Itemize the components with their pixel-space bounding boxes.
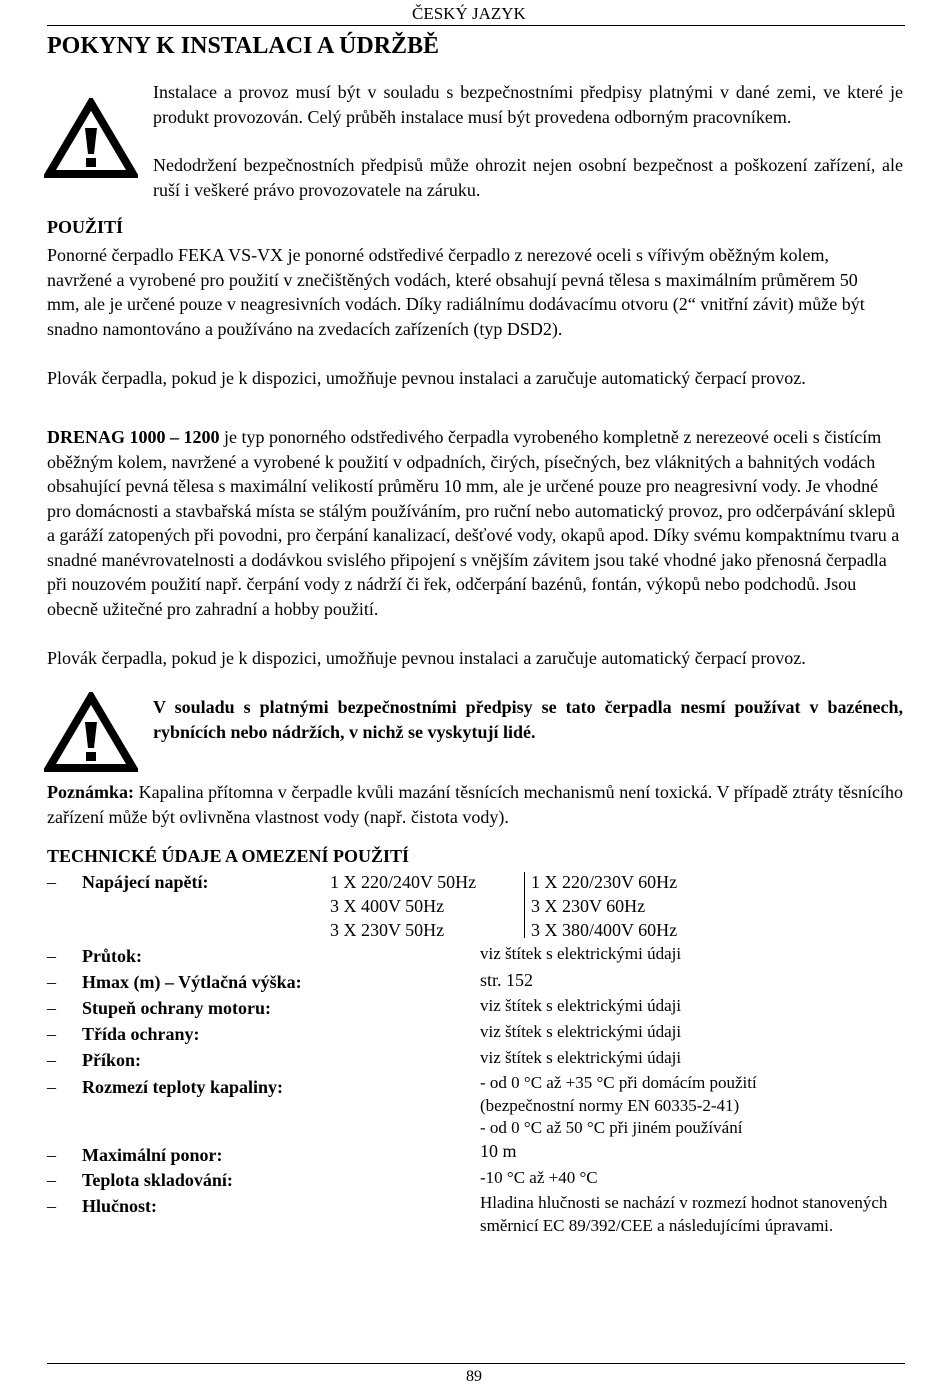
spec-label: Maximální ponor: [82,1145,223,1165]
spec-value: str. 152 [480,970,534,990]
temp-line: (bezpečnostní normy EN 60335-2-41) [480,1095,740,1115]
safety-paragraph-1: Instalace a provoz musí být v souladu s bezpečnostními předpisy platnými v dané zemi, ve které je produkt provozován. Celý průběh instalace musí být provedena odborným pracovníkem. [153,82,903,127]
voltage-60hz-item: 3 X 380/400V 60Hz [531,920,678,940]
spec-row-max-depth [47,1141,907,1169]
warning-triangle-icon [44,98,138,178]
dash: – [47,946,56,966]
spec-label: Průtok: [82,946,142,966]
liquid-temp-values [480,1072,757,1140]
use-paragraph-2: Plovák čerpadla, pokud je k dispozici, umožňuje pevnou instalaci a zaručuje automatický čerpací provoz. [47,368,806,388]
voltage-60hz-item: 1 X 220/230V 60Hz [531,872,678,892]
spec-label: Třída ochrany: [82,1024,200,1044]
spec-row-liquid-temp [47,1077,907,1101]
spec-label: Hmax (m) – Výtlačná výška: [82,972,302,992]
drenag-description: je typ ponorného odstředivého čerpadla vyrobeného kompletně z nerezeové oceli s čistícím oběžným kolem, navržené a vyrobené k použití v odpadních, čirých, písečných, bez vláknitých a bahnitých vodách obsahující pevná tělesa s maximální velikostí průměru 10 mm, ale je určené pouze pro neagresivní vody. Je vhodné pro domácnosti a stavbařská místa se stálým používáním, pro ruční nebo automatický provoz, pro odčerpávání sklepů a garáží zatopených při povodni, pro čerpání kanalizací, dešťové vody, okapů apod. Díky svému kompaktnímu tvaru a snadné manévrovatelnosti a dodávkou svislého připojení s vnějším závitem jsou také vhodné jako přenosná čerpadla při nouzovém použití např. čerpání vody z nádrží či řek, odčerpání bazénů, fontán, výkopů nebo podchodů. Jsou obecně užitečné pro zahradní a hobby použití. [47,427,900,619]
warning-triangle-icon-2 [44,692,138,772]
spec-row-motor-protection [47,998,907,1022]
header-rule [47,25,905,26]
use-heading: POUŽITÍ [47,217,124,237]
dash: – [47,1050,56,1070]
voltage-50hz-item: 3 X 400V 50Hz [330,896,445,916]
dash: – [47,998,56,1018]
dash: – [47,972,56,992]
temp-line: - od 0 °C až +35 °C při domácím použití [480,1073,757,1092]
pool-warning: V souladu s platnými bezpečnostními předpisy se tato čerpadla nesmí používat v bazénech, rybnících nebo nádržích, v nichž se vyskytují lidé. [153,697,903,742]
spec-value: viz štítek s elektrickými údaji [480,1048,682,1067]
spec-row-voltage [47,872,907,896]
spec-label: Rozmezí teploty kapaliny: [82,1077,283,1097]
use-paragraph-1: Ponorné čerpadlo FEKA VS-VX je ponorné odstředivé čerpadlo z nerezové oceli s vířivým oběžným kolem, navržené a vyrobené pro použití v znečištěných vodách, které obsahují pevná tělesa s maximálním průměrem 50 mm, ale je určené pouze v neagresivních vodách. Díky radiálnímu dodávacímu otvoru (2“ vnitřní závit) může být snadno namontováno a používáno na zvedacích zařízeních (typ DSD2). [47,245,865,339]
note-text: Kapalina přítomna v čerpadle kvůli mazání těsnících mechanismů není toxická. V případě ztráty těsnícího zařízení může být ovlivněna vlastnost vody (např. čistota vody). [47,782,903,827]
voltage-50hz-item: 1 X 220/240V 50Hz [330,872,477,892]
spec-value: viz štítek s elektrickými údaji [480,944,682,963]
note-paragraph [47,780,903,829]
dash: – [47,1077,56,1097]
spec-value: viz štítek s elektrickými údaji [480,996,682,1015]
spec-row-flow [47,946,907,970]
tech-heading: TECHNICKÉ ÚDAJE A OMEZENÍ POUŽITÍ [47,846,410,866]
dash: – [47,1145,56,1165]
dash: – [47,1196,56,1216]
spec-row-power [47,1050,907,1074]
dash: – [47,1024,56,1044]
language-label: ČESKÝ JAZYK [412,4,526,23]
use-paragraph-3: Plovák čerpadla, pokud je k dispozici, umožňuje pevnou instalaci a zaručuje automatický čerpací provoz. [47,648,806,668]
spec-label: Teplota skladování: [82,1170,233,1190]
voltage-50hz-item: 3 X 230V 50Hz [330,920,445,940]
spec-row-storage-temp [47,1170,907,1194]
page-title: POKYNY K INSTALACI A ÚDRŽBĚ [47,33,440,59]
spec-row-protection-class [47,1024,907,1048]
spec-label: Stupeň ochrany motoru: [82,998,272,1018]
voltage-separator [524,872,525,938]
spec-value: -10 °C až +40 °C [480,1168,598,1187]
voltage-60hz-item: 3 X 230V 60Hz [531,896,646,916]
note-label: Poznámka: [47,782,134,802]
spec-value: viz štítek s elektrickými údaji [480,1022,682,1041]
drenag-paragraph [47,425,905,621]
drenag-model: DRENAG 1000 – 1200 [47,427,220,447]
spec-label: Hlučnost: [82,1196,158,1216]
voltage-50hz-list [330,870,476,942]
dash: – [47,872,56,892]
temp-line: - od 0 °C až 50 °C při jiném používání [480,1118,743,1137]
spec-value: 10 m [480,1141,517,1161]
page-number: 89 [466,1368,482,1385]
noise-value: Hladina hlučnosti se nachází v rozmezí hodnot stanovených směrnicí EC 89/392/CEE a následujícími úpravami. [480,1193,888,1235]
voltage-60hz-list [531,870,677,942]
safety-paragraph-2: Nedodržení bezpečnostních předpisů může ohrozit nejen osobní bezpečnost a poškození zařízení, ale ruší i veškeré právo provozovatele na záruku. [153,155,903,200]
spec-label: Příkon: [82,1050,142,1070]
dash: – [47,1170,56,1190]
spec-row-head [47,972,907,996]
footer-rule [47,1363,905,1364]
voltage-label: Napájecí napětí: [82,872,209,892]
